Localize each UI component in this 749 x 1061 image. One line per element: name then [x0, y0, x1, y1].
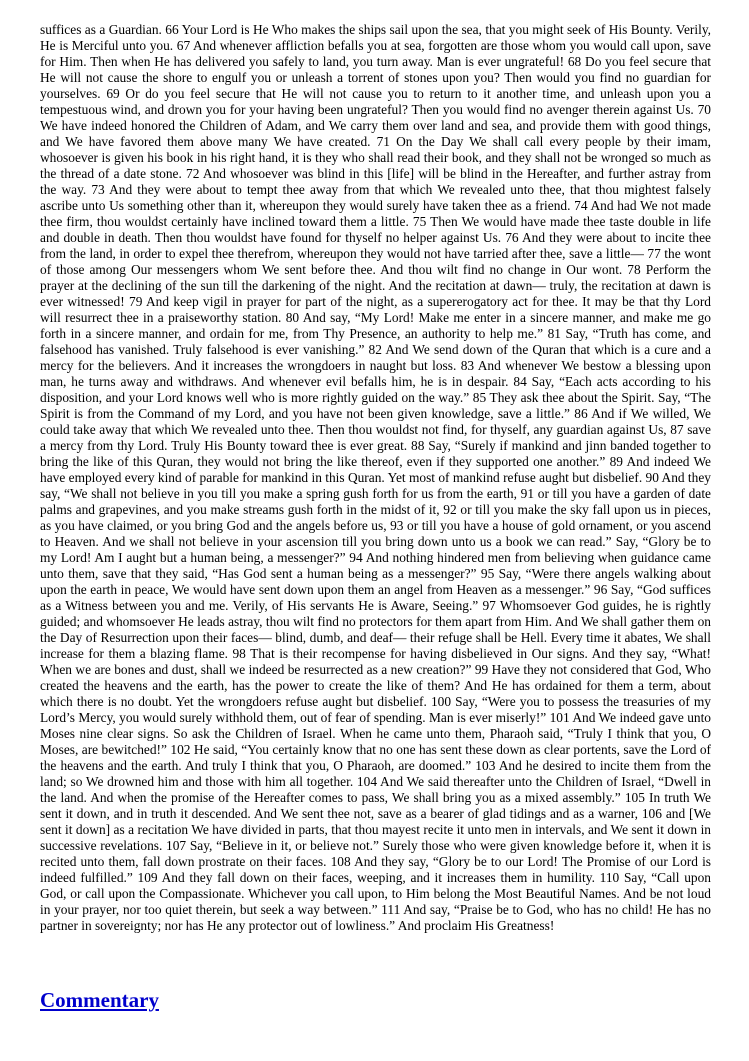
commentary-link[interactable]: Commentary: [40, 988, 159, 1012]
commentary-heading: [40, 988, 159, 1013]
scripture-text: suffices as a Guardian. 66 Your Lord is He Who makes the ships sail upon the sea, that you might seek of His Bounty. Verily, He is Merciful unto you. 67 And whenever affliction befalls you at sea, forgotten are those whom you would call upon, save for Him. Then when He has delivered you safely to land, you turn away. Man is ever ungrateful! 68 Do you feel secure that He will not cause the shore to engulf you or unleash a torrent of stones upon you? Then would you find no guardian for yourselves. 69 Or do you feel secure that He will not cause you to return to it another time, and unleash upon you a tempestuous wind, and drown you for your having been ungrateful? Then you would find no avenger therein against Us. 70 We have indeed honored the Children of Adam, and We carry them over land and sea, and provide them with good things, and We have favored them above many We have created. 71 On the Day We shall call every people by their imam, whosoever is given his book in his right hand, it is they who shall read their book, and they shall not be wronged so much as the thread of a date stone. 72 And whosoever was blind in this [life] will be blind in the Hereafter, and further astray from the way. 73 And they were about to tempt thee away from that which We revealed unto thee, that thou mightest falsely ascribe unto Us something other than it, whereupon they would surely have taken thee as a friend. 74 And had We not made thee firm, thou wouldst certainly have inclined toward them a little. 75 Then We would have made thee taste double in life and double in death. Then thou wouldst have found for thyself no helper against Us. 76 And they were about to incite thee from the land, in order to expel thee therefrom, whereupon they would not have tarried after thee, save a little— 77 the wont of those among Our messengers whom We sent before thee. And thou wilt find no change in Our wont. 78 Perform the prayer at the declining of the sun till the darkening of the night. And the recitation at dawn— truly, the recitation at dawn is ever witnessed! 79 And keep vigil in prayer for part of the night, as a supererogatory act for thee. It may be that thy Lord will resurrect thee in a praiseworthy station. 80 And say, “My Lord! Make me enter in a sincere manner, and make me go forth in a sincere manner, and ordain for me, from Thy Presence, an authority to help me.” 81 Say, “Truth has come, and falsehood has vanished. Truly falsehood is ever vanishing.” 82 And We send down of the Quran that which is a cure and a mercy for the believers. And it increases the wrongdoers in naught but loss. 83 And whenever We bestow a blessing upon man, he turns away and withdraws. And whenever evil befalls him, he is in despair. 84 Say, “Each acts according to his disposition, and your Lord knows well who is more rightly guided on the way.” 85 They ask thee about the Spirit. Say, “The Spirit is from the Command of my Lord, and you have not been given knowledge, save a little.” 86 And if We willed, We could take away that which We revealed unto thee. Then thou wouldst not find, for thyself, any guardian against Us, 87 save a mercy from thy Lord. Truly His Bounty toward thee is ever great. 88 Say, “Surely if mankind and jinn banded together to bring the like of this Quran, they would not bring the like thereof, even if they supported one another.” 89 And indeed We have employed every kind of parable for mankind in this Quran. Yet most of mankind refuse aught but disbelief. 90 And they say, “We shall not believe in you till you make a spring gush forth for us from the earth, 91 or till you have a garden of date palms and grapevines, and you make streams gush forth in the midst of it, 92 or till you make the sky fall upon us in pieces, as you have claimed, or you bring God and the angels before us, 93 or till you have a house of gold ornament, or you ascend to Heaven. And we shall not believe in your ascension till you bring down unto us a book we can read.” Say, “Glory be to my Lord! Am I aught but a human being, a messenger?” 94 And nothing hindered men from believing when guidance came unto them, save that they said, “Has God sent a human being as a messenger?” 95 Say, “Were there angels walking about upon the earth in peace, We would have sent down upon them an angel from Heaven as a messenger.” 96 Say, “God suffices as a Witness between you and me. Verily, of His servants He is Aware, Seeing.” 97 Whomsoever God guides, he is rightly guided; and whomsoever He leads astray, thou wilt find no protectors for them apart from Him. And We shall gather them on the Day of Resurrection upon their faces— blind, dumb, and deaf— their refuge shall be Hell. Every time it abates, We shall increase for them a blazing flame. 98 That is their recompense for having disbelieved in Our signs. And they say, “What! When we are bones and dust, shall we indeed be resurrected as a new creation?” 99 Have they not considered that God, Who created the heavens and the earth, has the power to create the like of them? And He has ordained for them a term, about which there is no doubt. Yet the wrongdoers refuse aught but disbelief. 100 Say, “Were you to possess the treasuries of my Lord’s Mercy, you would surely withhold them, out of fear of spending. Man is ever miserly!” 101 And We indeed gave unto Moses nine clear signs. So ask the Children of Israel. When he came unto them, Pharaoh said, “Truly I think that you, O Moses, are bewitched!” 102 He said, “You certainly know that no one has sent these down as clear portents, save the Lord of the heavens and the earth. And truly I think that you, O Pharaoh, are doomed.” 103 And he desired to incite them from the land; so We drowned him and those with him all together. 104 And We said thereafter unto the Children of Israel, “Dwell in the land. And when the promise of the Hereafter comes to pass, We shall bring you as a mixed assembly.” 105 In truth We sent it down, and in truth it descended. And We sent thee not, save as a bearer of glad tidings and as a warner, 106 and [We sent it down] as a recitation We have divided in parts, that thou mayest recite it unto men in intervals, and We sent it down in successive revelations. 107 Say, “Believe in it, or believe not.” Surely those who were given knowledge before it, when it is recited unto them, fall down prostrate on their faces. 108 And they say, “Glory be to our Lord! The Promise of our Lord is indeed fulfilled.” 109 And they fall down on their faces, weeping, and it increases them in humility. 110 Say, “Call upon God, or call upon the Compassionate. Whichever you call upon, to Him belong the Most Beautiful Names. And be not loud in your prayer, nor too quiet therein, but seek a way between.” 111 And say, “Praise be to God, who has no child! He has no partner in sovereignty; nor has He any protector out of lowliness.” And proclaim His Greatness!: [40, 22, 711, 933]
